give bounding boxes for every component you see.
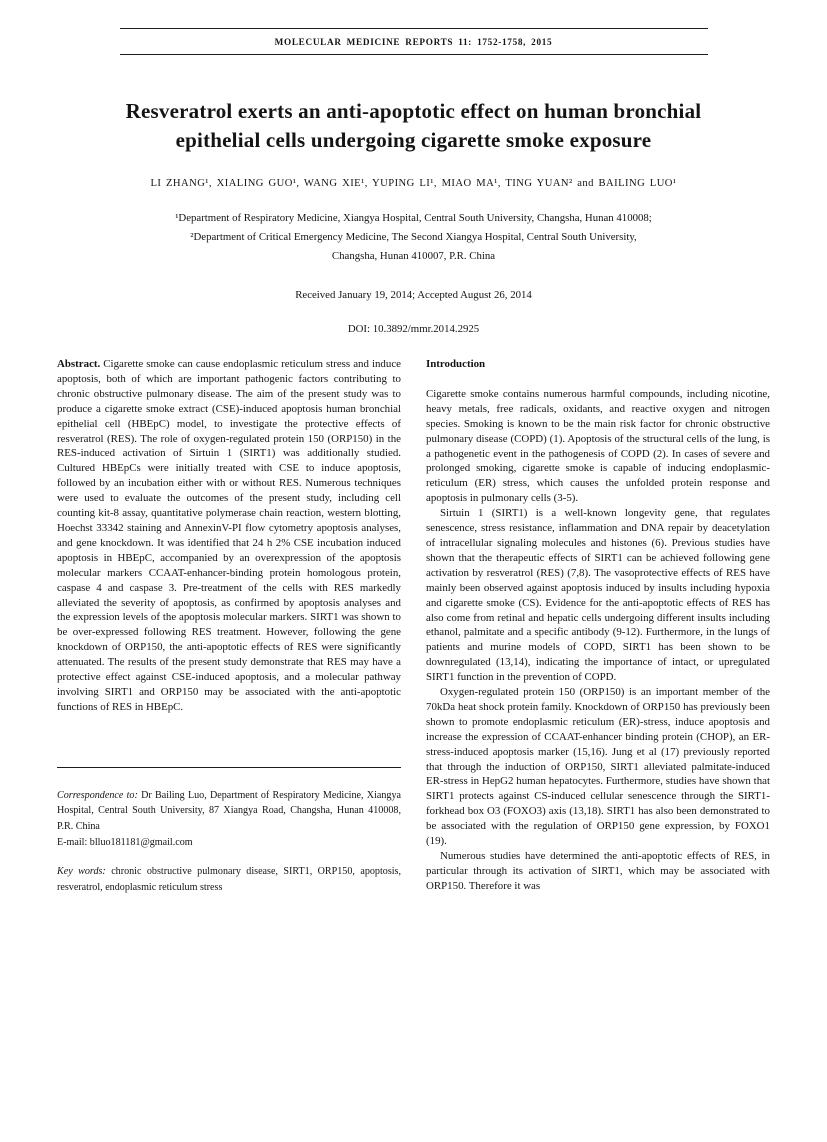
correspondence-paragraph [57, 788, 401, 835]
journal-citation: MOLECULAR MEDICINE REPORTS 11: 1752-1758, 2015 [274, 37, 553, 47]
received-accepted-line: Received January 19, 2014; Accepted August 26, 2014 [295, 289, 532, 301]
affiliation-line-3: Changsha, Hunan 410007, P.R. China [331, 250, 496, 262]
intro-paragraph-1: Cigarette smoke contains numerous harmful compounds, including nicotine, heavy metals, free radicals, oxidants, and reactive oxygen and nitrogen species. Smoking is known to be the main risk factor for chronic obstructive pulmonary disease (COPD) (1). Apoptosis of the structural cells of the lung, is a pathogenetic event in the pathogenesis of COPD (2). In cases of severe and prolonged smoking, cigarette smoke is capable of inducing endoplasmic-reticulum (ER) stress, which causes the unfolded protein response and apoptosis in pulmonary cells (3-5). [426, 387, 770, 505]
footnote-block [57, 767, 401, 896]
affiliation-line-2: ²Department of Critical Emergency Medicine, The Second Xiangya Hospital, Central South University, [190, 231, 637, 243]
abstract-label: Abstract. [57, 358, 101, 370]
doi-line: DOI: 10.3892/mmr.2014.2925 [347, 323, 480, 335]
authors-line: LI ZHANG¹, XIALING GUO¹, WANG XIE¹, YUPING LI¹, MIAO MA¹, TING YUAN² and BAILING LUO¹ [150, 178, 677, 189]
title-line-2: epithelial cells undergoing cigarette smoke exposure [175, 128, 652, 152]
title-line-1: Resveratrol exerts an anti-apoptotic effect on human bronchial [125, 99, 702, 123]
keywords-text: chronic obstructive pulmonary disease, SIRT1, ORP150, apoptosis, resveratrol, endoplasmic reticulum stress [57, 866, 401, 893]
intro-paragraph-2: Sirtuin 1 (SIRT1) is a well-known longevity gene, that regulates senescence, stress resistance, inflammation and DNA repair by deacetylation of intracellular signaling molecules and histones (6). Previous studies have shown that the therapeutic effects of SIRT1 can be achieved following gene activation by resveratrol (RES) (7,8). The vasoprotective effects of RES have mainly been observed against apoptosis induced by insults including hypoxia and cigarette smoke (CS). Evidence for the anti-apoptotic effects of RES has also come from retinal and hepatic cells undergoing different insults including ethanol, palmitate and a specific antibody (9-12). Furthermore, in the lungs of patients and murine models of COPD, SIRT1 has been shown to be downregulated (13,14), indicating the importance of intact, or upregulated SIRT1 function in the prevention of COPD. [426, 507, 770, 684]
intro-paragraph-4: Numerous studies have determined the anti-apoptotic effects of RES, in particular through its activation of SIRT1, which may be associated with ORP150. Therefore it was [426, 850, 770, 892]
affiliation-line-1: ¹Department of Respiratory Medicine, Xiangya Hospital, Central South University, Changsha, Hunan 410008; [175, 212, 652, 224]
two-column-body [57, 357, 770, 895]
introduction-heading: Introduction [426, 358, 486, 370]
right-column [426, 357, 770, 895]
correspondence-label: Correspondence to: [57, 789, 138, 801]
intro-paragraph-3: Oxygen-regulated protein 150 (ORP150) is an important member of the 70kDa heat shock protein family. Knockdown of ORP150 has previously been shown to promote endoplasmic reticulum (ER)-stress, induce apoptosis and increase the expression of CCAAT-enhancer binding protein (CHOP), an ER-stress-induced apoptosis marker (15,16). Jung et al (17) previously reported that through the induction of ORP150, SIRT1 alleviated palmitate-induced ER-stress in HepG2 human hepatocytes. Furthermore, studies have shown that SIRT1 protects against CS-induced cellular senescence through the SIRT1-forkhead box O3 (FOXO3) axis (13,18). SIRT1 has also been demonstrated to be associated with the regulation of ORP150 gene expression, by FOXO1 (19). [426, 686, 770, 848]
correspondence-text: Dr Bailing Luo, Department of Respiratory Medicine, Xiangya Hospital, Central South University, 87 Xiangya Road, Changsha, Hunan 410008, P.R. China [57, 789, 401, 832]
left-column [57, 357, 401, 895]
affiliations-block [57, 209, 770, 266]
article-title [57, 97, 770, 155]
keywords-label: Key words: [57, 866, 106, 878]
abstract-paragraph [57, 357, 401, 715]
journal-running-head [120, 28, 708, 55]
correspondence-email: E-mail: blluo181181@gmail.com [57, 836, 193, 848]
abstract-text: Cigarette smoke can cause endoplasmic reticulum stress and induce apoptosis, both of which are important pathogenic factors contributing to chronic obstructive pulmonary disease. The aim of the present study was to produce a cigarette smoke extract (CSE)-induced apoptosis human bronchial epithelial cell (HBEpC) model, to investigate the protective effects of resveratrol (RES). The role of oxygen-regulated protein 150 (ORP150) in the RES-induced activation of Sirtuin 1 (SIRT1) was additionally studied. Cultured HBEpCs were initially treated with CSE to induce apoptosis, followed by an incubation either with or without RES. Numerous techniques were used to evaluate the outcomes of the present study, including cell counting kit-8 assay, quantitative polymerase chain reaction, western blotting, Hoechst 33342 staining and AnnexinV-PI flow cytometry apoptosis analyses, and gene knockdown. It was identified that 24 h 2% CSE incubation induced apoptosis in HBEpC, accompanied by an overexpression of the apoptosis molecular markers CCAAT-enhancer-binding protein homologous protein, caspase 4 and caspase 3. Pre-treatment of the cells with RES markedly alleviated the severity of apoptosis, as confirmed by apoptosis analyses and the expression levels of the apoptosis molecular markers. SIRT1 was shown to be over-expressed following RES treatment. However, following the gene knockdown of ORP150, the anti-apoptotic effects of RES were significantly attenuated. The results of the present study demonstrate that RES may have a protective effect against CSE-induced apoptosis, and a molecular pathway involving SIRT1 and ORP150 may be associated with the anti-apoptotic functions of RES in HBEpC. [57, 358, 401, 713]
keywords-paragraph [57, 864, 401, 895]
